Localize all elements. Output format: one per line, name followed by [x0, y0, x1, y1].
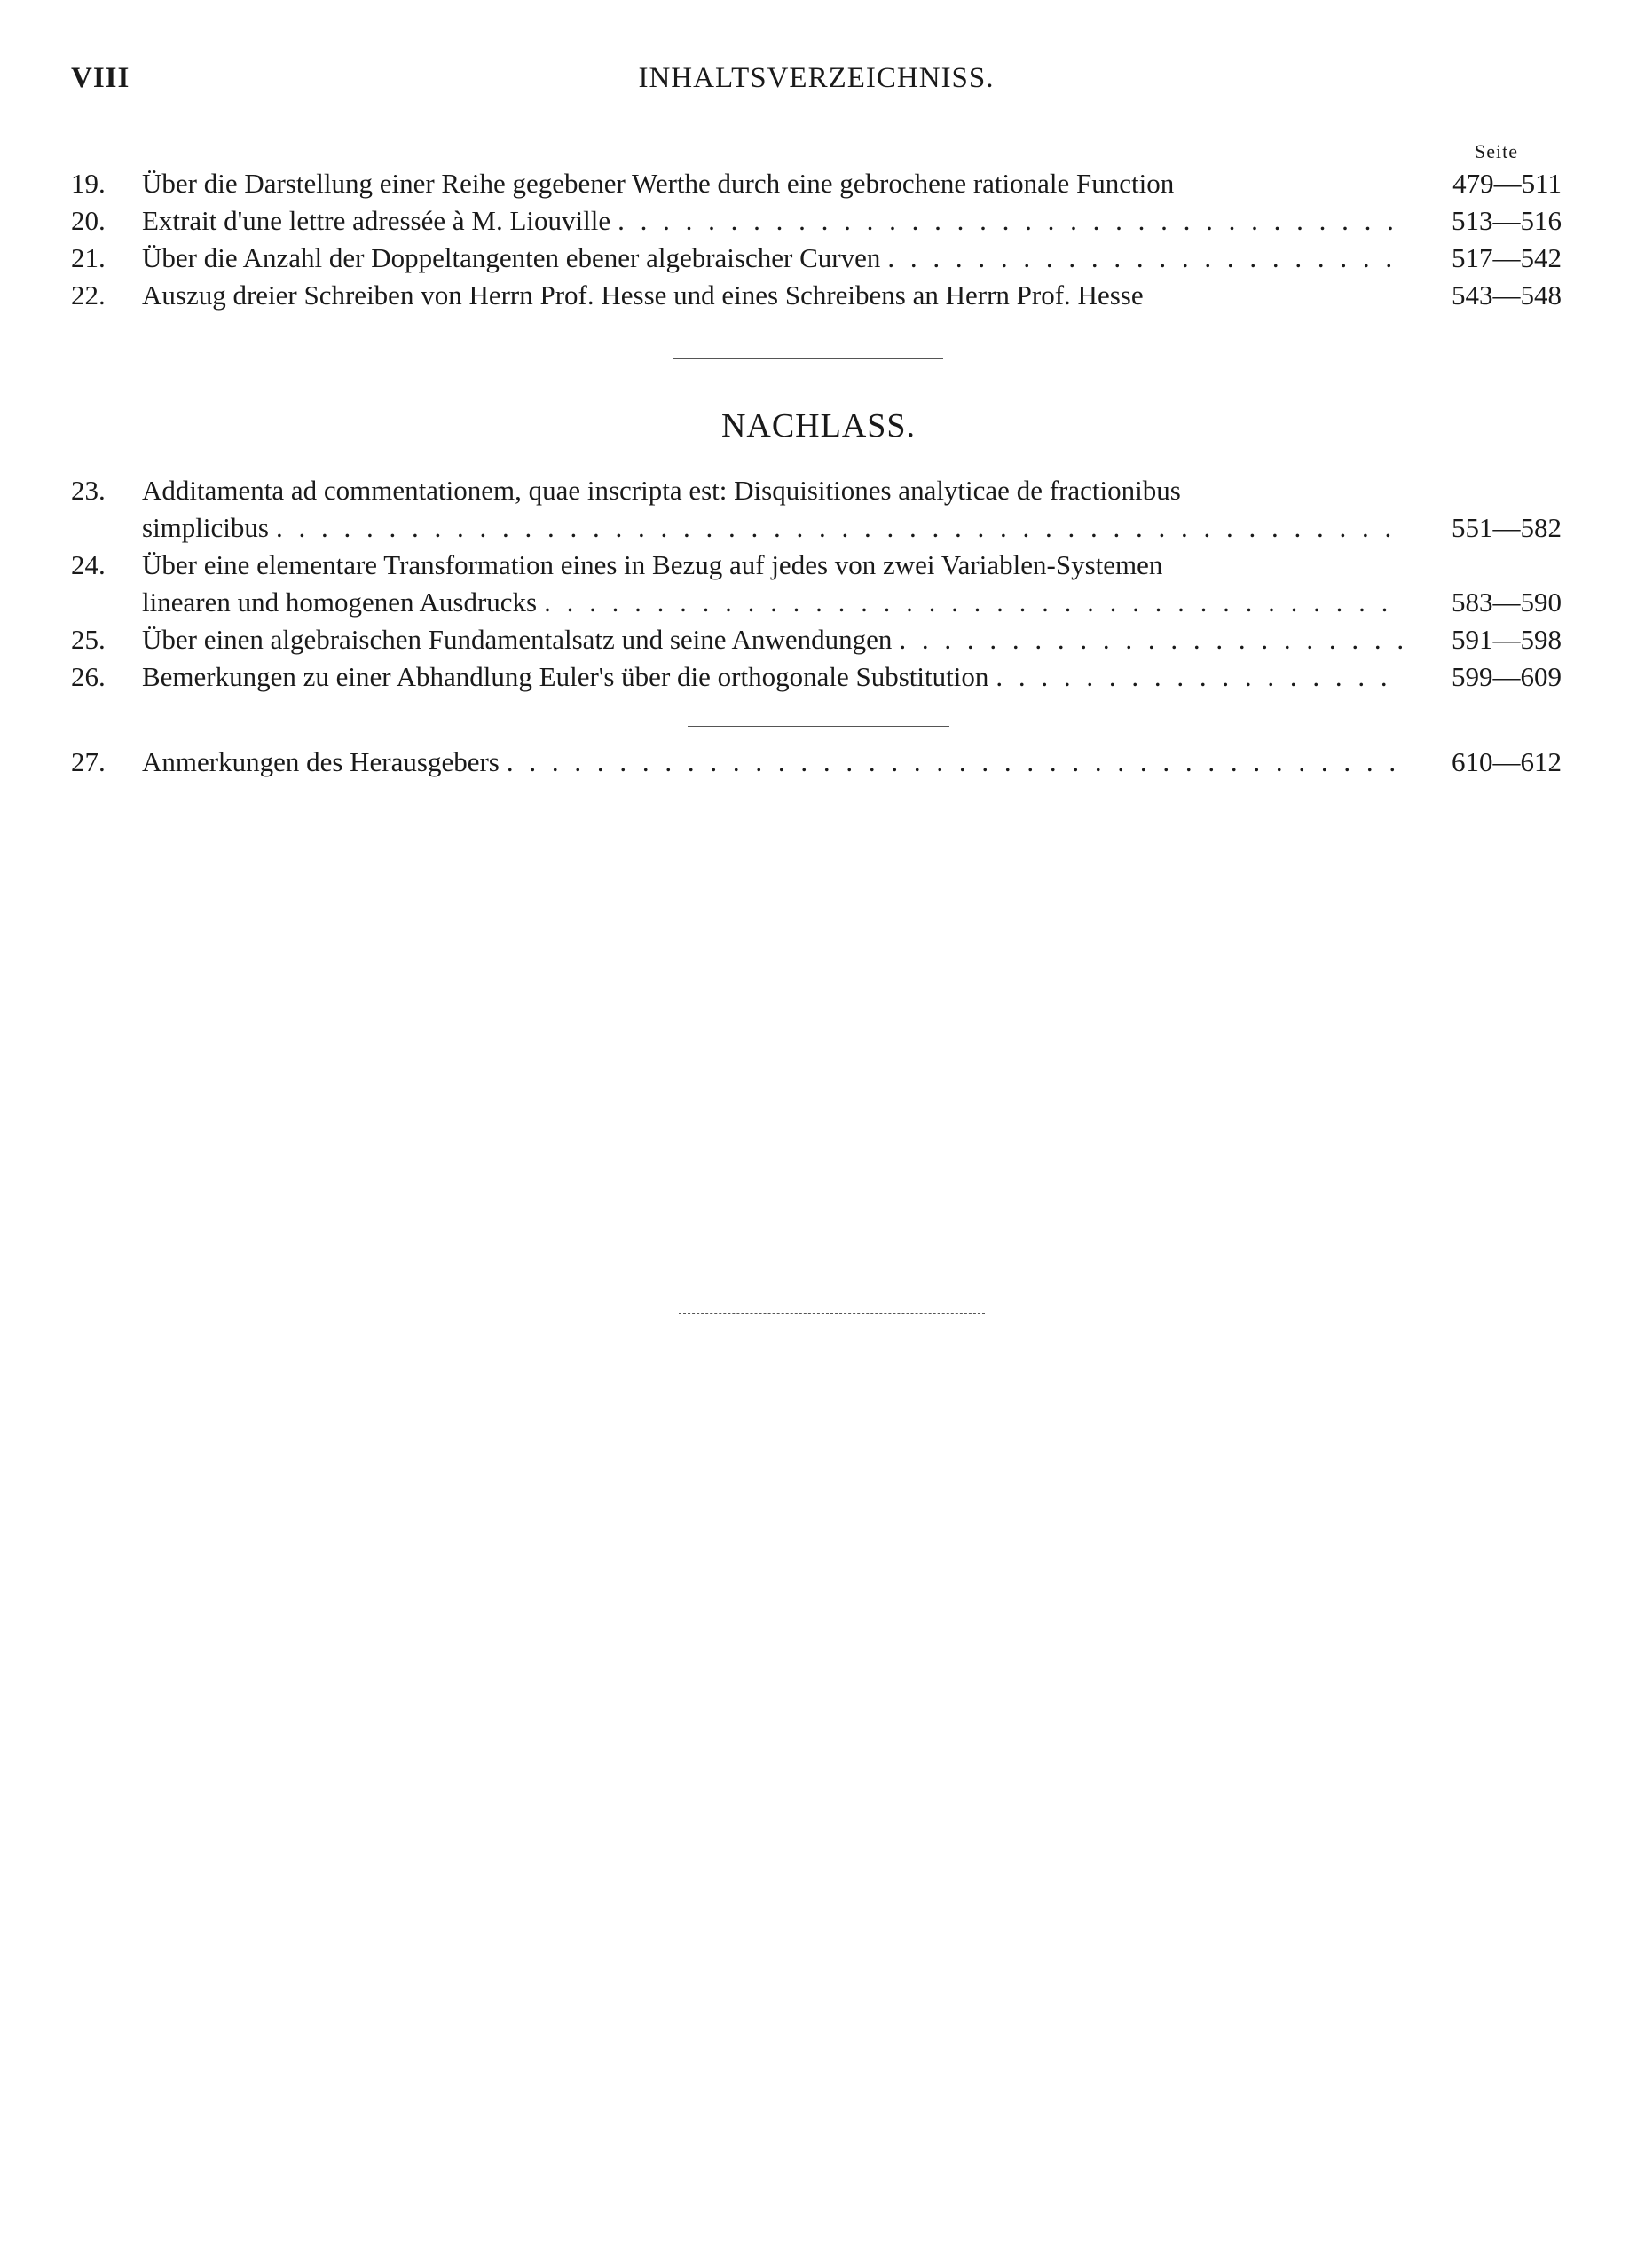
entry-title: Über die Anzahl der Doppeltangenten ebener algebraischer Curven [142, 242, 881, 273]
entry-title: Extrait d'une lettre adressée à M. Liouville [142, 205, 611, 236]
toc-list-last [71, 744, 1562, 781]
entry-title: Über einen algebraischen Fundamentalsatz und seine Anwendungen [142, 624, 893, 655]
toc-entry-24 [71, 547, 1562, 621]
toc-list-nachlass [71, 472, 1562, 696]
dot-leader [988, 658, 1402, 696]
entry-pages: 551—582 [1452, 512, 1562, 543]
toc-entry-27 [71, 744, 1562, 781]
entry-pages: 517—542 [1452, 242, 1562, 273]
entry-number: 19. [71, 168, 106, 199]
dot-leader [269, 509, 1402, 547]
entry-pages: 610—612 [1452, 746, 1562, 777]
entry-title-line2: simplicibus [142, 512, 269, 543]
entry-pages: 543—548 [1452, 280, 1562, 311]
section-divider [688, 726, 949, 727]
dot-leader [500, 744, 1402, 781]
dot-leader [892, 621, 1402, 658]
entry-title-line2: linearen und homogenen Ausdrucks [142, 587, 538, 618]
toc-entry-20 [71, 202, 1562, 240]
entry-number: 24. [71, 549, 106, 580]
entry-pages: 591—598 [1452, 624, 1562, 655]
entry-number: 27. [71, 746, 106, 777]
entry-title-line1: Über eine elementare Transformation eines in Bezug auf jedes von zwei Variablen-Systemen [142, 549, 1163, 580]
toc-list-main [71, 165, 1562, 314]
entry-title: Bemerkungen zu einer Abhandlung Euler's über die orthogonale Substitution [142, 661, 989, 692]
entry-title: Über die Darstellung einer Reihe gegebener Werthe durch eine gebrochene rationale Function [142, 168, 1175, 199]
entry-pages: 479—511 [1452, 168, 1562, 199]
toc-entry-25 [71, 621, 1562, 658]
closing-rule [679, 1313, 985, 1314]
dot-leader [880, 240, 1402, 277]
entry-title: Auszug dreier Schreiben von Herrn Prof. Hesse und eines Schreibens an Herrn Prof. Hesse [142, 280, 1144, 311]
section-title-nachlass: NACHLASS. [720, 407, 917, 445]
running-title: INHALTSVERZEICHNISS. [638, 62, 995, 94]
entry-number: 26. [71, 661, 106, 692]
section-divider [673, 358, 943, 359]
running-head [71, 62, 1562, 106]
dot-leader [610, 202, 1402, 240]
entry-title-line1: Additamenta ad commentationem, quae inscripta est: Disquisitiones analyticae de fractionibus [142, 475, 1181, 506]
page-number: VIII [71, 62, 130, 94]
dot-leader [537, 584, 1402, 621]
entry-title: Anmerkungen des Herausgebers [142, 746, 500, 777]
entry-number: 21. [71, 242, 106, 273]
entry-number: 22. [71, 280, 106, 311]
entry-pages: 513—516 [1452, 205, 1562, 236]
entry-pages: 583—590 [1452, 587, 1562, 618]
seite-label: Seite [1475, 140, 1518, 162]
entry-number: 20. [71, 205, 106, 236]
toc-entry-19 [71, 165, 1562, 202]
entry-number: 25. [71, 624, 106, 655]
toc-entry-26 [71, 658, 1562, 696]
toc-entry-23 [71, 472, 1562, 547]
entry-number: 23. [71, 475, 106, 506]
toc-entry-21 [71, 240, 1562, 277]
toc-entry-22 [71, 277, 1562, 314]
entry-pages: 599—609 [1452, 661, 1562, 692]
